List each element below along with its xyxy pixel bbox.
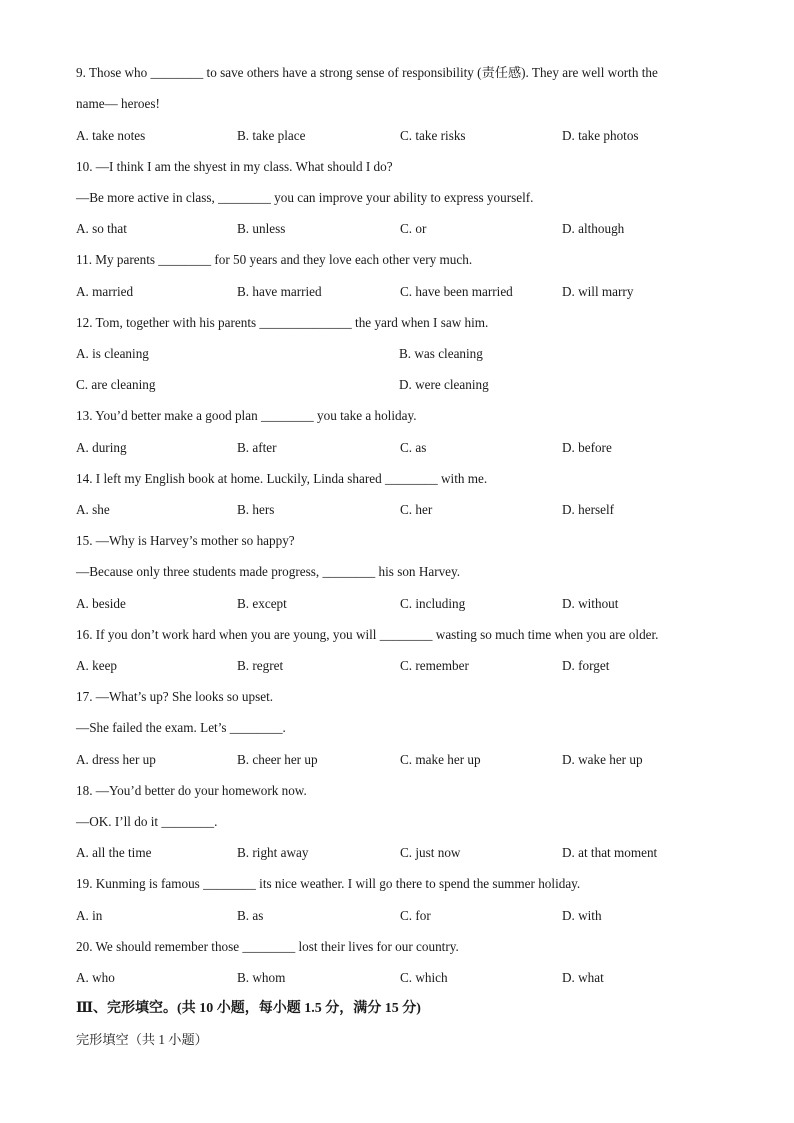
option-a: A. take notes [76,128,146,143]
option-c: C. as [400,440,427,455]
option-b: B. right away [237,845,309,860]
option-c: C. make her up [400,752,481,767]
option-c: C. just now [400,845,461,860]
section-title: Ⅲ、完形填空。(共 10 小题，每小题 1.5 分，满分 15 分) [76,1001,421,1016]
option-d: D. will marry [562,284,634,299]
option-d: D. what [562,970,604,985]
question-10-stem-cont: —Be more active in class, ________ you can improve your ability to express yourself. [76,190,534,205]
option-d: D. were cleaning [399,377,489,392]
option-a: A. beside [76,596,126,611]
question-15-stem-cont: —Because only three students made progress, ________ his son Harvey. [76,564,461,579]
option-c: C. are cleaning [76,377,156,392]
question-20-stem: 20. We should remember those ________ lost their lives for our country. [76,939,459,954]
option-d: D. take photos [562,128,639,143]
option-b: B. regret [237,658,284,673]
option-c: C. have been married [400,284,513,299]
option-b: B. except [237,596,287,611]
option-b: B. cheer her up [237,752,318,767]
question-19-stem: 19. Kunming is famous ________ its nice weather. I will go there to spend the summer holiday. [76,876,581,891]
question-16-stem: 16. If you don’t work hard when you are young, you will ________ wasting so much time when you are older. [76,627,659,642]
question-17-stem-cont: —She failed the exam. Let’s ________. [76,720,286,735]
option-c: C. or [400,221,427,236]
option-a: A. in [76,908,103,923]
option-b: B. whom [237,970,286,985]
question-9-stem: 9. Those who ________ to save others have a strong sense of responsibility (责任感). They are well worth the [76,65,658,80]
question-11-stem: 11. My parents ________ for 50 years and they love each other very much. [76,252,473,267]
question-12-stem: 12. Tom, together with his parents ______________ the yard when I saw him. [76,315,489,330]
question-14-stem: 14. I left my English book at home. Luckily, Linda shared ________ with me. [76,471,488,486]
option-d: D. with [562,908,602,923]
option-b: B. was cleaning [399,346,483,361]
option-a: A. dress her up [76,752,156,767]
option-c: C. which [400,970,448,985]
option-d: D. before [562,440,612,455]
option-a: A. keep [76,658,118,673]
option-d: D. wake her up [562,752,643,767]
question-9-stem-cont: name— heroes! [76,96,160,111]
option-c: C. remember [400,658,469,673]
option-d: D. although [562,221,625,236]
question-13-stem: 13. You’d better make a good plan ________ you take a holiday. [76,408,417,423]
option-b: B. unless [237,221,286,236]
option-a: A. so that [76,221,127,236]
question-10-stem: 10. —I think I am the shyest in my class. What should I do? [76,159,393,174]
question-15-stem: 15. —Why is Harvey’s mother so happy? [76,533,295,548]
question-18-stem-cont: —OK. I’ll do it ________. [76,814,218,829]
option-b: B. take place [237,128,306,143]
option-b: B. hers [237,502,275,517]
option-b: B. have married [237,284,322,299]
option-c: C. including [400,596,466,611]
option-a: A. married [76,284,134,299]
option-b: B. as [237,908,264,923]
option-b: B. after [237,440,277,455]
option-a: A. who [76,970,115,985]
option-c: C. for [400,908,431,923]
option-a: A. all the time [76,845,152,860]
question-17-stem: 17. —What’s up? She looks so upset. [76,689,274,704]
option-d: D. without [562,596,619,611]
option-c: C. her [400,502,433,517]
option-d: D. at that moment [562,845,658,860]
option-a: A. she [76,502,110,517]
section-subtitle: 完形填空（共 1 小题） [76,1032,208,1047]
option-a: A. during [76,440,127,455]
question-18-stem: 18. —You’d better do your homework now. [76,783,307,798]
option-c: C. take risks [400,128,466,143]
option-d: D. forget [562,658,610,673]
option-d: D. herself [562,502,614,517]
option-a: A. is cleaning [76,346,149,361]
